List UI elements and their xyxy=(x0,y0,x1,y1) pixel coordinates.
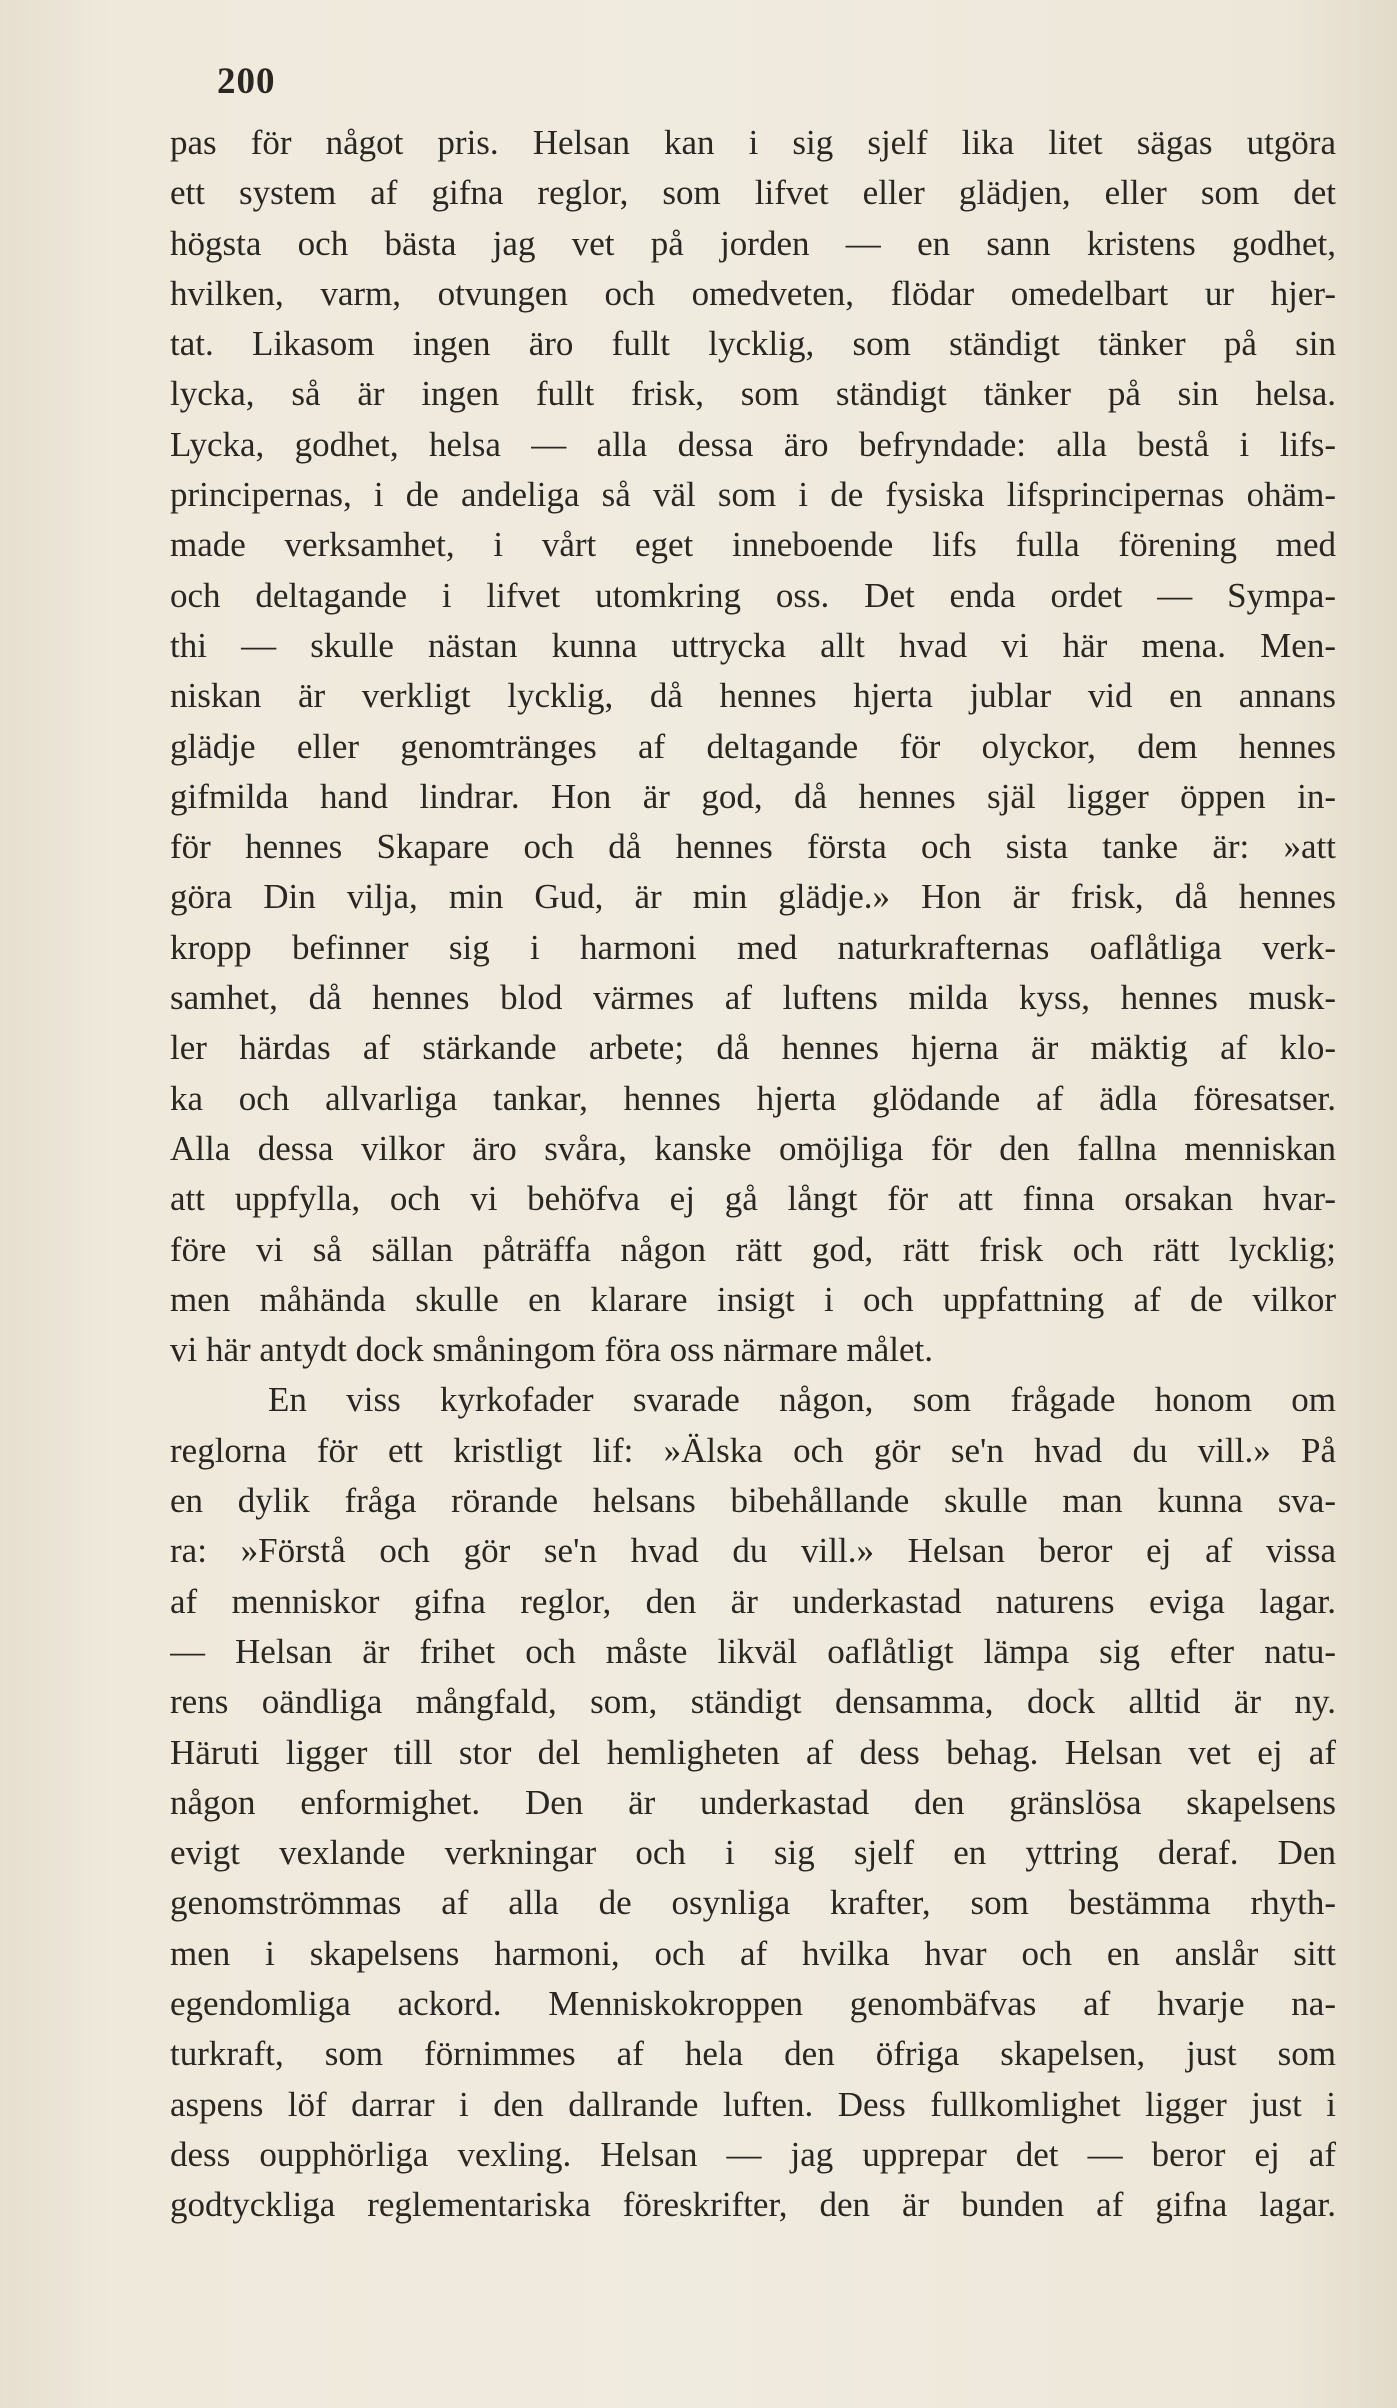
text-line: men i skapelsens harmoni, och af hvilka hvar och en anslår sitt xyxy=(170,1933,1336,1973)
text-line: samhet, då hennes blod värmes af luftens milda kyss, hennes musk- xyxy=(170,978,1336,1018)
text-line: högsta och bästa jag vet på jorden — en sann kristens godhet, xyxy=(170,223,1336,263)
page-number: 200 xyxy=(217,61,276,102)
text-line: Alla dessa vilkor äro svåra, kanske omöjliga för den fallna menniskan xyxy=(170,1128,1336,1168)
text-line: en dylik fråga rörande helsans bibehållande skulle man kunna sva- xyxy=(170,1481,1336,1521)
text-line: aspens löf darrar i den dallrande luften. Dess fullkomlighet ligger just i xyxy=(170,2084,1336,2124)
text-line: thi — skulle nästan kunna uttrycka allt hvad vi här mena. Men- xyxy=(170,625,1336,665)
text-line: göra Din vilja, min Gud, är min glädje.» Hon är frisk, då hennes xyxy=(170,877,1336,917)
text-line: — Helsan är frihet och måste likväl oaflåtligt lämpa sig efter natu- xyxy=(170,1631,1336,1671)
paragraph-end-line: vi här antydt dock småningom föra oss närmare målet. xyxy=(170,1330,933,1370)
text-line: genomströmmas af alla de osynliga krafter, som bestämma rhyth- xyxy=(170,1883,1336,1923)
text-line: Lycka, godhet, helsa — alla dessa äro befryndade: alla bestå i lifs- xyxy=(170,424,1336,464)
text-line: och deltagande i lifvet utomkring oss. Det enda ordet — Sympa- xyxy=(170,575,1336,615)
text-line: Häruti ligger till stor del hemligheten af dess behag. Helsan vet ej af xyxy=(170,1732,1336,1772)
text-line: gifmilda hand lindrar. Hon är god, då hennes själ ligger öppen in- xyxy=(170,776,1336,816)
text-line: godtyckliga reglementariska föreskrifter, den är bunden af gifna lagar. xyxy=(170,2185,1336,2225)
text-line: kropp befinner sig i harmoni med naturkrafternas oaflåtliga verk- xyxy=(170,927,1336,967)
body-text xyxy=(170,118,1336,2230)
text-line: reglorna för ett kristligt lif: »Älska och gör se'n hvad du vill.» På xyxy=(170,1430,1336,1470)
text-line: pas för något pris. Helsan kan i sig sjelf lika litet sägas utgöra xyxy=(170,123,1336,162)
text-line: ett system af gifna reglor, som lifvet eller glädjen, eller som det xyxy=(170,173,1336,213)
text-line: af menniskor gifna reglor, den är underkastad naturens eviga lagar. xyxy=(170,1581,1336,1621)
paragraph-start-line: En viss kyrkofader svarade någon, som frågade honom om xyxy=(268,1380,1336,1420)
text-line: någon enformighet. Den är underkastad den gränslösa skapelsens xyxy=(170,1782,1336,1822)
text-line: men måhända skulle en klarare insigt i och uppfattning af de vilkor xyxy=(170,1279,1336,1319)
text-line: dess oupphörliga vexling. Helsan — jag upprepar det — beror ej af xyxy=(170,2134,1336,2174)
text-line: hvilken, varm, otvungen och omedveten, flödar omedelbart ur hjer- xyxy=(170,273,1336,313)
text-line: niskan är verkligt lycklig, då hennes hjerta jublar vid en annans xyxy=(170,676,1336,716)
text-line: att uppfylla, och vi behöfva ej gå långt för att finna orsakan hvar- xyxy=(170,1179,1336,1219)
text-line: före vi så sällan påträffa någon rätt god, rätt frisk och rätt lycklig; xyxy=(170,1229,1336,1269)
text-line: tat. Likasom ingen äro fullt lycklig, som ständigt tänker på sin xyxy=(170,324,1336,364)
text-line: glädje eller genomtränges af deltagande för olyckor, dem hennes xyxy=(170,726,1336,766)
text-line: ler härdas af stärkande arbete; då hennes hjerna är mäktig af klo- xyxy=(170,1028,1336,1068)
text-line: för hennes Skapare och då hennes första och sista tanke är: »att xyxy=(170,827,1336,867)
text-line: lycka, så är ingen fullt frisk, som ständigt tänker på sin helsa. xyxy=(170,374,1336,414)
text-line: rens oändliga mångfald, som, ständigt densamma, dock alltid är ny. xyxy=(170,1682,1336,1722)
text-line: egendomliga ackord. Menniskokroppen genombäfvas af hvarje na- xyxy=(170,1983,1336,2023)
text-line: turkraft, som förnimmes af hela den öfriga skapelsen, just som xyxy=(170,2034,1336,2074)
text-line: made verksamhet, i vårt eget inneboende lifs fulla förening med xyxy=(170,525,1336,565)
text-line: ka och allvarliga tankar, hennes hjerta glödande af ädla föresatser. xyxy=(170,1078,1336,1118)
text-line: principernas, i de andeliga så väl som i de fysiska lifsprincipernas ohäm- xyxy=(170,475,1336,515)
text-line: ra: »Förstå och gör se'n hvad du vill.» Helsan beror ej af vissa xyxy=(170,1531,1336,1571)
text-line: evigt vexlande verkningar och i sig sjelf en yttring deraf. Den xyxy=(170,1833,1336,1873)
